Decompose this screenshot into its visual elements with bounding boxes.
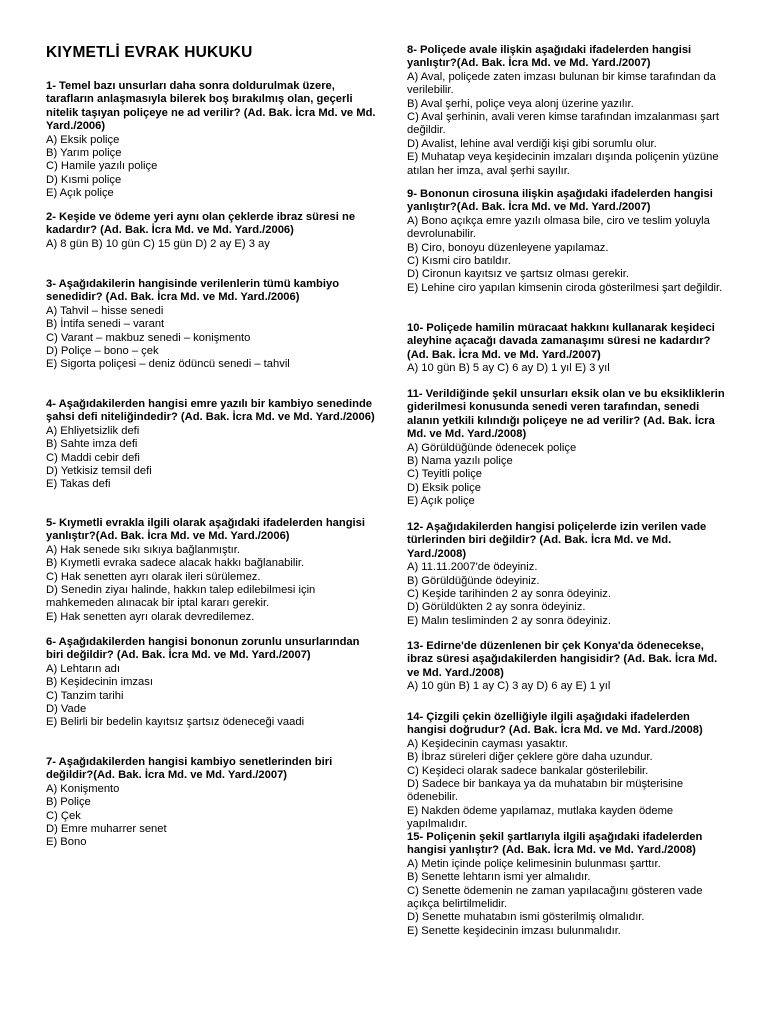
- question-text: 14- Çizgili çekin özelliğiyle ilgili aşağıdaki ifadelerden hangisi doğrudur? (Ad. Bak. İcra Md. ve Md. Yard./2008): [407, 711, 703, 737]
- answer-option: C) Kısmi ciro batıldır.: [407, 255, 511, 268]
- answer-option: D) Sadece bir bankaya ya da muhatabın bir müşterisine ödenebilir.: [407, 778, 684, 804]
- answer-option: A) Görüldüğünde ödenecek poliçe: [407, 441, 577, 454]
- answer-option: A) 10 gün B) 5 ay C) 6 ay D) 1 yıl E) 3 yıl: [407, 362, 610, 375]
- answer-option: D) Yetkisiz temsil defi: [46, 465, 152, 478]
- question-text: 12- Aşağıdakilerden hangisi poliçelerde izin verilen vade türlerinden biri değildir? (Ad. Bak. İcra Md. ve Md. Yard./2008): [407, 521, 707, 560]
- question-text: 4- Aşağıdakilerden hangisi emre yazılı bir kambiyo senedinde şahsi defi niteliğindedir? (Ad. Bak. İcra Md. ve Md. Yard./2006): [46, 398, 375, 424]
- answer-option: C) Keşideci olarak sadece bankalar gösterilebilir.: [407, 764, 649, 777]
- question-3: [46, 278, 376, 372]
- answer-option: C) Maddi cebir defi: [46, 451, 140, 464]
- answer-option: B) Ciro, bonoyu düzenleyene yapılamaz.: [407, 241, 609, 254]
- document-title: KIYMETLİ EVRAK HUKUKU: [46, 44, 253, 61]
- question-1: [46, 80, 376, 201]
- question-text: 1- Temel bazı unsurları daha sonra doldurulmak üzere, tarafların anlaşmasıyla bilerek boş bırakılmış olan, geçerli nitelik taşıyan poliçeye ne ad verilir? (Ad. Bak. İcra Md. ve Md. Yard./2006): [46, 80, 376, 133]
- question-15: [407, 831, 727, 938]
- answer-option: A) Lehtarın adı: [46, 662, 121, 675]
- answer-option: C) Hamile yazılı poliçe: [46, 160, 158, 173]
- answer-option: B) Görüldüğünde ödeyiniz.: [407, 574, 540, 587]
- answer-option: B) Kıymetli evraka sadece alacak hakkı bağlanabilir.: [46, 557, 305, 570]
- question-text: 13- Edirne'de düzenlenen bir çek Konya'da ödenecekse, ibraz süresi aşağıdakilerden hangisidir? (Ad. Bak. İcra Md. ve Md. Yard./2008): [407, 640, 718, 679]
- question-text: 10- Poliçede hamilin müracaat hakkını kullanarak keşideci aleyhine açacağı davada zamanaşımı süresi ne kadardır? (Ad. Bak. İcra Md. ve Md. Yard./2007): [407, 322, 715, 361]
- answer-option: A) Bono açıkça emre yazılı olmasa bile, ciro ve teslim yoluyla devrolunabilir.: [407, 214, 710, 241]
- question-10: [407, 322, 727, 376]
- answer-option: A) Metin içinde poliçe kelimesinin bulunması şarttır.: [407, 857, 661, 870]
- answer-option: A) 10 gün B) 1 ay C) 3 ay D) 6 ay E) 1 yıl: [407, 680, 611, 693]
- answer-option: D) Senedin ziyaı halinde, hakkın talep edilebilmesi için mahkemeden alınacak bir iptal kararı gerekir.: [46, 584, 316, 610]
- answer-option: E) Nakden ödeme yapılamaz, mutlaka kayden ödeme yapılmalıdır.: [407, 804, 674, 831]
- answer-option: D) Senette muhatabın ismi gösterilmiş olmalıdır.: [407, 911, 645, 924]
- answer-option: A) Aval, poliçede zaten imzası bulunan bir kimse tarafından da verilebilir.: [407, 70, 716, 97]
- answer-option: C) Teyitli poliçe: [407, 468, 483, 481]
- answer-option: D) Poliçe – bono – çek: [46, 345, 159, 358]
- answer-option: A) Konişmento: [46, 782, 120, 795]
- question-5: [46, 517, 376, 624]
- question-text: 8- Poliçede avale ilişkin aşağıdaki ifadelerden hangisi yanlıştır?(Ad. Bak. İcra Md. ve Md. Yard./2007): [407, 44, 692, 70]
- answer-option: D) Cironun kayıtsız ve şartsız olması gerekir.: [407, 268, 629, 281]
- answer-option: C) Varant – makbuz senedi – konişmento: [46, 331, 251, 344]
- answer-option: A) 8 gün B) 10 gün C) 15 gün D) 2 ay E) 3 ay: [46, 237, 270, 250]
- answer-option: B) Senette lehtarın ismi yer almalıdır.: [407, 871, 591, 884]
- answer-option: D) Kısmi poliçe: [46, 173, 122, 186]
- answer-option: C) Tanzim tarihi: [46, 689, 124, 702]
- answer-option: E) Sigorta poliçesi – deniz ödüncü senedi – tahvil: [46, 358, 290, 371]
- answer-option: E) Lehine ciro yapılan kimsenin ciroda gösterilmesi şart değildir.: [407, 281, 723, 294]
- question-7: [46, 756, 376, 850]
- question-13: [407, 640, 727, 694]
- answer-option: B) Keşidecinin imzası: [46, 676, 153, 689]
- question-14: [407, 711, 727, 832]
- question-4: [46, 398, 376, 492]
- question-text: 6- Aşağıdakilerden hangisi bononun zorunlu unsurlarından biri değildir? (Ad. Bak. İcra Md. ve Md. Yard./2007): [46, 636, 360, 662]
- answer-option: A) Keşidecinin cayması yasaktır.: [407, 737, 569, 750]
- question-text: 3- Aşağıdakilerin hangisinde verilenlerin tümü kambiyo senedidir? (Ad. Bak. İcra Md. ve Md. Yard./2006): [46, 278, 340, 304]
- answer-option: B) Sahte imza defi: [46, 438, 138, 451]
- question-6: [46, 636, 376, 730]
- answer-option: C) Aval şerhinin, avali veren kimse tarafından imzalanması şart değildir.: [407, 111, 719, 137]
- answer-option: B) Nama yazılı poliçe: [407, 455, 513, 468]
- answer-option: C) Senette ödemenin ne zaman yapılacağını gösteren vade açıkça belirtilmelidir.: [407, 884, 703, 911]
- answer-option: D) Vade: [46, 703, 87, 716]
- question-text: 11- Verildiğinde şekil unsurları eksik olan ve bu eksikliklerin giderilmesi konusunda senedi veren tarafından, senedi alanın yetkili kılındığı poliçeye ne ad verilir? (Ad. Bak. İcra Md. ve Md. Yard./2008): [407, 388, 725, 441]
- answer-option: D) Görüldükten 2 ay sonra ödeyiniz.: [407, 601, 586, 614]
- answer-option: C) Hak senetten ayrı olarak ileri sürülemez.: [46, 570, 261, 583]
- answer-option: A) Tahvil – hisse senedi: [46, 304, 164, 317]
- question-12: [407, 521, 727, 628]
- answer-option: B) İbraz süreleri diğer çeklere göre daha uzundur.: [407, 751, 653, 764]
- question-2: [46, 211, 376, 251]
- answer-option: A) Ehliyetsizlik defi: [46, 424, 140, 437]
- answer-option: E) Açık poliçe: [407, 495, 475, 508]
- question-text: 5- Kıymetli evrakla ilgili olarak aşağıdaki ifadelerden hangisi yanlıştır?(Ad. Bak. İcra Md. ve Md. Yard./2006): [46, 517, 365, 543]
- answer-option: D) Avalist, lehine aval verdiği kişi gibi sorumlu olur.: [407, 137, 657, 150]
- answer-option: E) Muhatap veya keşidecinin imzaları dışında poliçenin yüzüne atılan her imza, aval şerhi sayılır.: [407, 151, 719, 177]
- answer-option: D) Eksik poliçe: [407, 481, 481, 494]
- answer-option: A) Hak senede sıkı sıkıya bağlanmıştır.: [46, 543, 240, 556]
- answer-option: E) Hak senetten ayrı olarak devredilemez.: [46, 610, 255, 623]
- question-text: 2- Keşide ve ödeme yeri aynı olan çeklerde ibraz süresi ne kadardır? (Ad. Bak. İcra Md. ve Md. Yard./2006): [46, 211, 356, 237]
- answer-option: D) Emre muharrer senet: [46, 823, 167, 836]
- question-text: 9- Bononun cirosuna ilişkin aşağıdaki ifadelerden hangisi yanlıştır?(Ad. Bak. İcra Md. ve Md. Yard./2007): [407, 188, 713, 214]
- answer-option: E) Malın tesliminden 2 ay sonra ödeyiniz.: [407, 614, 611, 627]
- question-8: [407, 44, 727, 178]
- answer-option: C) Çek: [46, 809, 81, 822]
- answer-option: C) Keşide tarihinden 2 ay sonra ödeyiniz.: [407, 588, 611, 601]
- answer-option: E) Senette keşidecinin imzası bulunmalıdır.: [407, 924, 621, 937]
- answer-option: E) Açık poliçe: [46, 187, 114, 200]
- answer-option: E) Bono: [46, 836, 87, 849]
- answer-option: A) Eksik poliçe: [46, 133, 120, 146]
- question-11: [407, 388, 727, 509]
- answer-option: B) Poliçe: [46, 796, 91, 809]
- answer-option: B) Yarım poliçe: [46, 147, 122, 160]
- answer-option: E) Belirli bir bedelin kayıtsız şartsız ödeneceği vaadi: [46, 716, 305, 729]
- answer-option: B) Aval şerhi, poliçe veya alonj üzerine yazılır.: [407, 97, 634, 110]
- answer-option: A) 11.11.2007'de ödeyiniz.: [407, 561, 538, 574]
- answer-option: E) Takas defi: [46, 478, 111, 491]
- answer-option: B) İntifa senedi – varant: [46, 318, 165, 331]
- question-9: [407, 188, 727, 295]
- question-text: 15- Poliçenin şekil şartlarıyla ilgili aşağıdaki ifadelerden hangisi yanlıştır? (Ad. Bak. İcra Md. ve Md. Yard./2008): [407, 831, 703, 857]
- question-text: 7- Aşağıdakilerden hangisi kambiyo senetlerinden biri değildir?(Ad. Bak. İcra Md. ve Md. Yard./2007): [46, 756, 333, 782]
